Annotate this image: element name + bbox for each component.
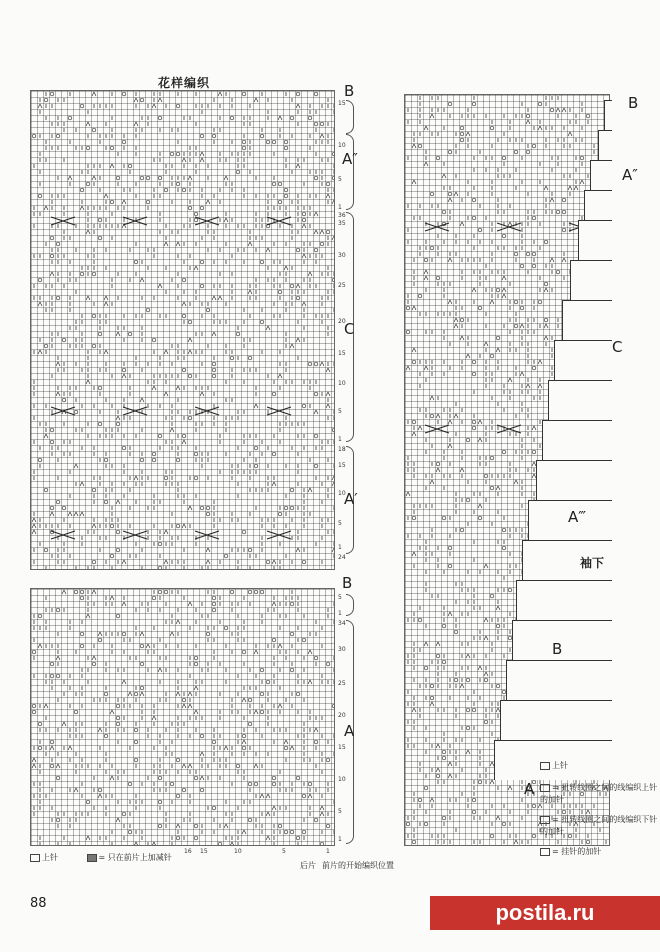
sleeve-edge-step (554, 340, 612, 380)
sleeve-edge-step (536, 460, 612, 500)
sleeve-edge-step (548, 380, 612, 420)
section-label: B (342, 574, 353, 592)
section-label: A (344, 722, 355, 740)
column-number: 10 (234, 848, 242, 855)
row-number: 15 (338, 350, 346, 357)
section-label: B (628, 94, 639, 112)
legend-item-twisted-knit-increase: = 扭转线圈之间的线编织下针的加针 (540, 815, 658, 836)
row-number: 1 (338, 436, 342, 443)
sleeve-edge-step (506, 660, 612, 700)
row-number: 20 (338, 318, 346, 325)
row-number: 10 (338, 490, 346, 497)
legend-right (540, 760, 658, 858)
legend-item-twisted-purl-increase: = 扭转线圈之间的线编织上针的加针 (540, 783, 658, 804)
sleeve-edge-step (516, 580, 612, 620)
row-number: 10 (338, 380, 346, 387)
row-number: 10 (338, 142, 346, 149)
yarn-over-increase-icon (540, 848, 550, 856)
section-label: A‴ (568, 508, 587, 526)
legend-item-purl: 上针 (552, 761, 568, 770)
column-number: 16 (184, 848, 192, 855)
section-label: B (552, 640, 563, 658)
row-number: 30 (338, 646, 346, 653)
section-brace (346, 100, 354, 134)
row-number: 36 (338, 212, 346, 219)
row-number: 15 (338, 462, 346, 469)
footnote-back: 后片 (300, 861, 316, 870)
sleeve-edge-step (570, 260, 612, 300)
row-number: 20 (338, 712, 346, 719)
page-number: 88 (30, 896, 47, 911)
legend-item-front-only: = 只在前片上加减针 (98, 853, 172, 862)
row-number: 1 (338, 836, 342, 843)
row-number: 5 (338, 176, 342, 183)
section-label: B (344, 82, 355, 100)
footnote-front: 前片的开始编织位置 (322, 861, 394, 870)
row-number: 5 (338, 520, 342, 527)
section-label: A″ (342, 150, 358, 168)
row-number: 24 (338, 554, 346, 561)
row-number: 1 (338, 204, 342, 211)
sleeve-edge-step (562, 300, 612, 340)
row-number: 5 (338, 594, 342, 601)
row-number: 5 (338, 408, 342, 415)
column-number: 1 (326, 848, 330, 855)
sleeve-label: 袖下 (580, 556, 605, 570)
legend-item-yarn-over: = 挂针的加针 (552, 847, 602, 856)
row-number: 15 (338, 744, 346, 751)
twisted-purl-increase-icon (540, 784, 550, 792)
chart-symbols-bottom-left (31, 589, 334, 845)
row-number: 1 (338, 610, 342, 617)
chart-symbols-top-left (31, 91, 334, 569)
purl-symbol-icon (30, 854, 40, 862)
section-brace (346, 594, 354, 616)
row-number: 15 (338, 100, 346, 107)
row-number: 25 (338, 680, 346, 687)
purl-symbol-icon (540, 762, 550, 770)
watermark-text: postila.ru (495, 900, 595, 925)
knitting-chart-bottom-left (30, 588, 335, 846)
twisted-knit-increase-icon (540, 816, 550, 824)
section-label: A″ (622, 166, 638, 184)
section-brace (346, 134, 354, 210)
page-title: 花样编织 (158, 76, 211, 90)
row-number: 1 (338, 544, 342, 551)
section-label: A′ (344, 490, 358, 508)
column-number: 15 (200, 848, 208, 855)
row-number: 34 (338, 620, 346, 627)
row-number: 30 (338, 252, 346, 259)
row-number: 25 (338, 282, 346, 289)
sleeve-edge-step (500, 700, 612, 740)
section-label: C (344, 320, 355, 338)
row-number: 10 (338, 776, 346, 783)
legend-left (30, 852, 172, 864)
section-label: C (612, 338, 623, 356)
shaded-square-icon (87, 854, 97, 862)
sleeve-edge-step (578, 220, 612, 260)
knitting-chart-top-left (30, 90, 335, 570)
watermark-logo (430, 896, 660, 930)
sleeve-edge-step (542, 420, 612, 460)
row-number: 35 (338, 220, 346, 227)
legend-item-purl: 上针 (42, 853, 58, 862)
row-number: 5 (338, 808, 342, 815)
row-number: 18 (338, 446, 346, 453)
section-label: A (524, 780, 535, 798)
column-number: 5 (282, 848, 286, 855)
